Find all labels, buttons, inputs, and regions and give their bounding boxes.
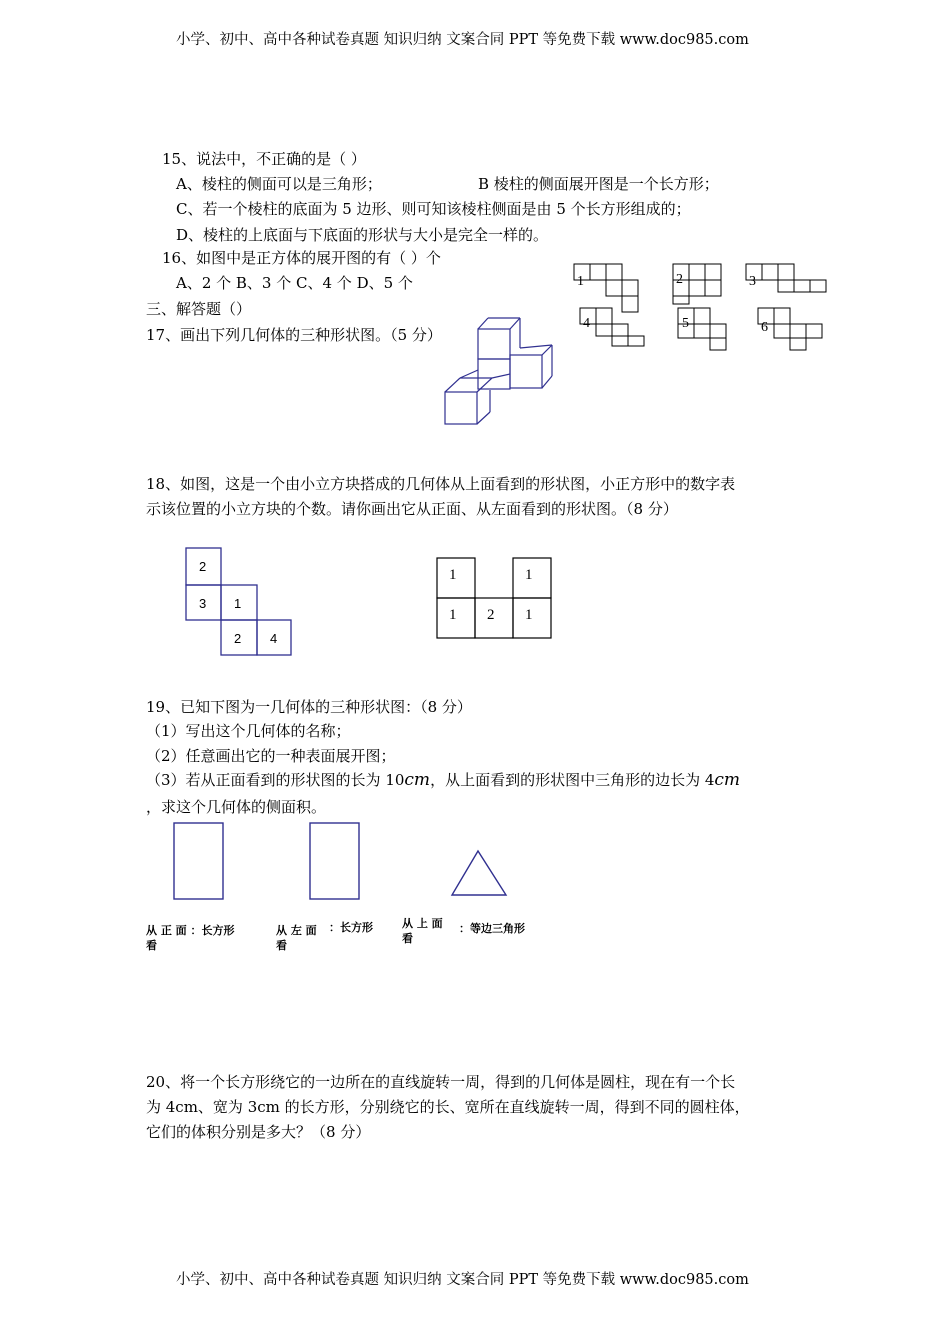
q17-solid-figure (440, 312, 560, 430)
grid1-cell-1: 2 (199, 559, 207, 574)
view1-label-a: 从 正 面 ：长方形 (146, 924, 235, 937)
net-label-2: 2 (676, 272, 683, 287)
q19-three-views (170, 818, 520, 903)
q19-sub-3: （3）若从正面看到的形状图的长为 10cm，从上面看到的形状图中三角形的边长为 4cm (146, 770, 741, 790)
q20-line-3: 它们的体积分别是多大？（8 分） (146, 1123, 371, 1141)
q18-line-1: 18、如图，这是一个由小立方块搭成的几何体从上面看到的形状图，小正方形中的数字表 (146, 475, 736, 493)
unit-cm-2: cm (714, 770, 741, 790)
cube-nets-figure (560, 258, 830, 353)
section-3-title: 三、解答题（） (146, 300, 252, 318)
q15-stem: 15、说法中，不正确的是（ ） (162, 150, 366, 168)
q15-option-b: B 棱柱的侧面展开图是一个长方形； (478, 175, 719, 193)
grid1-cell-3: 1 (234, 596, 242, 611)
grid1-cell-5: 4 (270, 631, 278, 646)
unit-cm-1: cm (404, 770, 431, 790)
q20-line-2: 为 4cm、宽为 3cm 的长方形，分别绕它的长、宽所在直线旋转一周，得到不同的圆柱体， (146, 1098, 750, 1116)
q19-sub-1: （1）写出这个几何体的名称； (146, 722, 351, 740)
front-view-rect (174, 823, 223, 899)
q18-line-2: 示该位置的小立方块的个数。请你画出它从正面、从左面看到的形状图。（8 分） (146, 500, 678, 518)
page-footer: 小学、初中、高中各种试卷真题 知识归纳 文案合同 PPT 等免费下载 www.doc985.com (176, 1272, 749, 1288)
q16-stem: 16、如图中是正方体的展开图的有（ ）个 (162, 249, 441, 267)
net-3 (746, 264, 826, 292)
q19-sub-3-cont: ，求这个几何体的侧面积。 (146, 798, 327, 816)
q19-sub-2: （2）任意画出它的一种表面展开图； (146, 747, 396, 765)
q15-option-a: A、棱柱的侧面可以是三角形； (176, 175, 382, 193)
q20-line-1: 20、将一个长方形绕它的一边所在的直线旋转一周，得到的几何体是圆柱，现在有一个长 (146, 1073, 736, 1091)
view3-label-a: 从 上 面 (402, 917, 443, 930)
view2-label-a: 从 左 面 (276, 924, 317, 937)
net-label-1: 1 (577, 274, 584, 289)
q17-stem: 17、画出下列几何体的三种形状图。（5 分） (146, 326, 442, 344)
q16-options: A、2 个 B、3 个 C、4 个 D、5 个 (176, 274, 413, 292)
grid2-cell-4: 2 (487, 607, 495, 623)
view2-label-c: ：长方形 (329, 921, 373, 934)
grid1-cell-4: 2 (234, 631, 242, 646)
view2-label-b: 看 (276, 939, 287, 952)
net-label-5: 5 (682, 316, 689, 331)
grid2-cell-3: 1 (449, 607, 457, 623)
net-label-6: 6 (761, 320, 768, 335)
view3-label-c: ：等边三角形 (459, 922, 525, 935)
view3-label-b: 看 (402, 932, 413, 945)
q18-top-view-grid (184, 546, 294, 658)
q19-stem: 19、已知下图为一几何体的三种形状图：（8 分） (146, 698, 472, 716)
grid1-cell-2: 3 (199, 596, 207, 611)
net-label-3: 3 (749, 274, 756, 289)
q18-second-grid (435, 556, 555, 642)
net-label-4: 4 (583, 316, 590, 331)
grid2-cell-5: 1 (525, 607, 533, 623)
q15-option-c: C、若一个棱柱的底面为 5 边形、则可知该棱柱侧面是由 5 个长方形组成的； (176, 200, 691, 218)
grid2-cell-1: 1 (449, 567, 457, 583)
top-view-triangle (452, 851, 506, 895)
grid2-cell-2: 1 (525, 567, 533, 583)
q15-option-d: D、棱柱的上底面与下底面的形状与大小是完全一样的。 (176, 226, 549, 244)
left-view-rect (310, 823, 359, 899)
page-header: 小学、初中、高中各种试卷真题 知识归纳 文案合同 PPT 等免费下载 www.doc985.com (176, 32, 749, 48)
view1-label-b: 看 (146, 939, 157, 952)
